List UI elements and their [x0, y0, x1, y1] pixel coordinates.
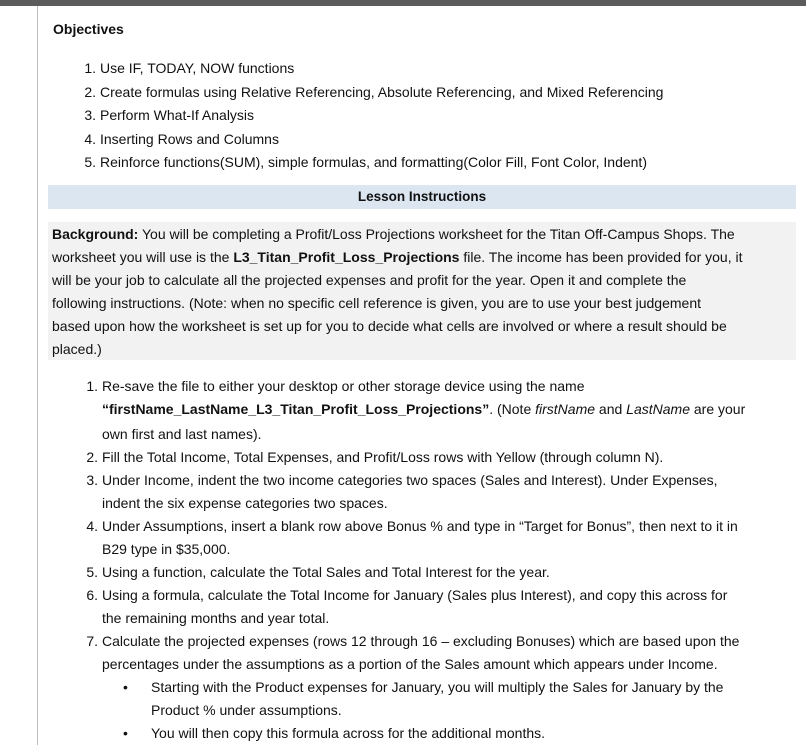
bullet-icon: • — [123, 725, 128, 741]
objectives-heading: Objectives — [53, 21, 124, 37]
objectives-list — [52, 58, 663, 176]
bullet-icon: • — [123, 679, 128, 695]
bullet-text: Starting with the Product expenses for January, you will multiply the Sales for January by the — [151, 679, 724, 695]
list-item: 3. Perform What-If Analysis — [84, 107, 255, 123]
page-margin-line — [37, 6, 38, 745]
bullet-text: You will then copy this formula across for the additional months. — [151, 725, 546, 741]
lesson-instructions-heading: Lesson Instructions — [48, 185, 796, 209]
instruction-text: B29 type in $35,000. — [102, 541, 231, 557]
instruction-number: 3. — [86, 472, 98, 488]
list-item: 5. Reinforce functions(SUM), simple formulas, and formatting(Color Fill, Font Color, Indent) — [84, 154, 647, 170]
instruction-text: Fill the Total Income, Total Expenses, and Profit/Loss rows with Yellow (through column N). — [102, 449, 664, 465]
instruction-number: 4. — [86, 518, 98, 534]
bullet-text: Product % under assumptions. — [151, 702, 342, 718]
list-item: 2. Create formulas using Relative Referencing, Absolute Referencing, and Mixed Referencing — [84, 83, 664, 100]
instruction-number: 5. — [86, 564, 98, 580]
background-line: based upon how the worksheet is set up for you to decide what cells are involved or where a result should be — [52, 318, 727, 334]
list-item: 4. Inserting Rows and Columns — [84, 130, 279, 147]
background-line: worksheet you will use is the L3_Titan_Profit_Loss_Projections file. The income has been provided for you, it — [52, 249, 743, 265]
instruction-number: 2. — [86, 449, 98, 465]
instruction-text: percentages under the assumptions as a portion of the Sales amount which appears under Income. — [102, 656, 718, 672]
instruction-text: Calculate the projected expenses (rows 12 through 16 – excluding Bonuses) which are based upon the — [102, 633, 740, 649]
background-line: placed.) — [52, 341, 102, 357]
instruction-text: the remaining months and year total. — [102, 610, 330, 626]
instruction-text: “firstName_LastName_L3_Titan_Profit_Loss_Projections”. (Note firstName and LastName are your — [102, 401, 746, 417]
instruction-number: 7. — [86, 633, 98, 649]
list-item: 1. Use IF, TODAY, NOW functions — [84, 60, 295, 76]
instruction-text: Under Assumptions, insert a blank row above Bonus % and type in “Target for Bonus”, then next to it in — [102, 518, 738, 534]
instruction-number: 6. — [86, 587, 98, 603]
instruction-text: own first and last names). — [102, 426, 262, 442]
instruction-text: indent the six expense categories two spaces. — [102, 495, 388, 511]
instruction-text: Using a formula, calculate the Total Income for January (Sales plus Interest), and copy this across for — [102, 587, 728, 603]
instruction-text: Re-save the file to either your desktop or other storage device using the name — [102, 378, 585, 394]
top-border — [0, 0, 806, 6]
instruction-text: Under Income, indent the two income categories two spaces (Sales and Interest). Under Expenses, — [102, 472, 718, 488]
instruction-text: Using a function, calculate the Total Sales and Total Interest for the year. — [102, 564, 550, 580]
background-line: Background: You will be completing a Profit/Loss Projections worksheet for the Titan Off-Campus Shops. The — [52, 226, 735, 242]
background-line: will be your job to calculate all the projected expenses and profit for the year. Open it and complete the — [52, 272, 687, 288]
background-line: following instructions. (Note: when no specific cell reference is given, you are to use your best judgement — [52, 295, 702, 311]
instruction-number: 1. — [86, 378, 98, 394]
